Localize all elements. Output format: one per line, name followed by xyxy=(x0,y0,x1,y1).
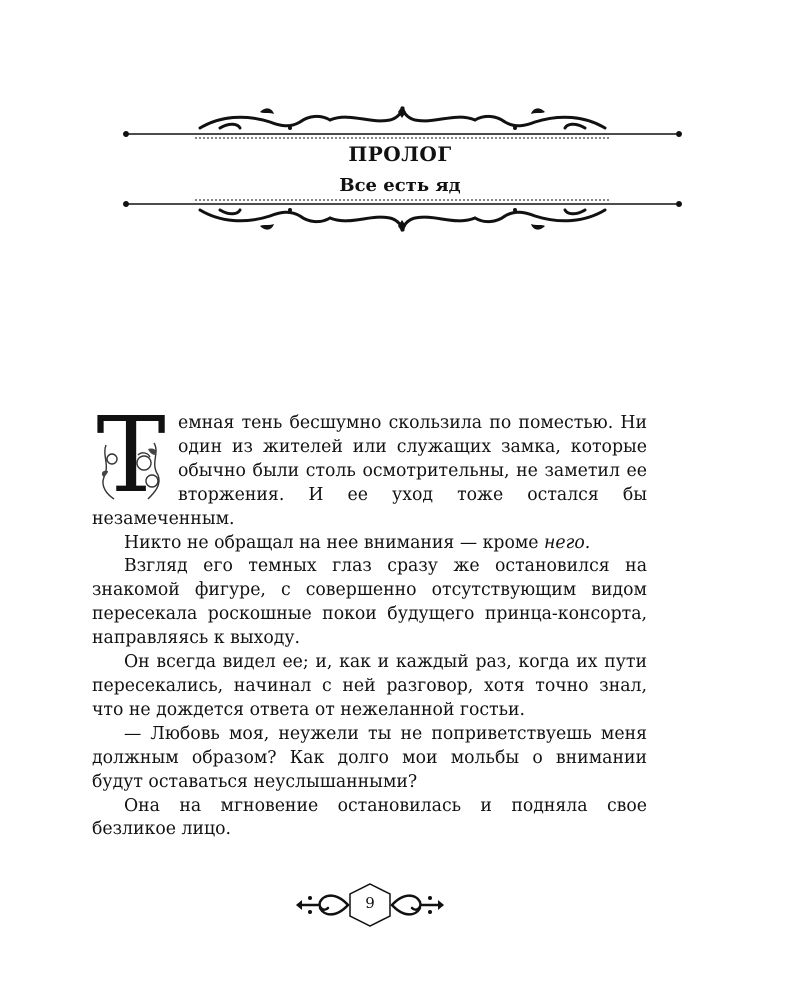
chapter-subtitle: Все есть яд xyxy=(339,175,461,196)
header-bottom-ornament xyxy=(120,196,685,236)
paragraph-4: Он всегда видел ее; и, как и каждый раз, когда их пути пересекались, начинал с ней разговор, хотя точно знал, что не дождется ответа от нежеланной гостьи. xyxy=(92,652,647,720)
paragraph-2 xyxy=(92,532,647,556)
scroll-ornament-icon xyxy=(120,196,685,236)
header-top-ornament xyxy=(120,102,685,142)
drop-cap xyxy=(92,394,170,516)
paragraph-5: — Любовь моя, неужели ты не поприветствуешь меня должным образом? Как долго мои мольбы о внимании будут оставаться неуслышанными? xyxy=(92,723,647,792)
chapter-heading xyxy=(0,140,800,200)
chapter-label: ПРОЛОГ xyxy=(348,142,452,166)
paragraph-6: Она на мгновение остановилась и подняла свое безликое лицо. xyxy=(92,795,647,840)
drop-cap-letter: Т xyxy=(96,394,166,516)
paragraph-3: Взгляд его темных глаз сразу же остановился на знакомой фигуре, с совершенно отсутствующим видом пересекала роскошные покои будущего принца-консорта, направляясь к выходу. xyxy=(92,556,647,649)
paragraph-2-text: Никто не обращал на нее внимания — кроме xyxy=(124,532,539,553)
emphasis-word: него. xyxy=(544,532,591,553)
page-number: 9 xyxy=(365,894,375,912)
scroll-ornament-icon xyxy=(120,102,685,142)
body-text xyxy=(92,394,647,842)
paragraph-1: емная тень бесшумно скользила по поместью. Ни один из жителей или служащих замка, которые обычно были столь осмотрительны, не заметил ее вторжения. И ее уход тоже остался бы незамеченным. xyxy=(92,413,647,529)
